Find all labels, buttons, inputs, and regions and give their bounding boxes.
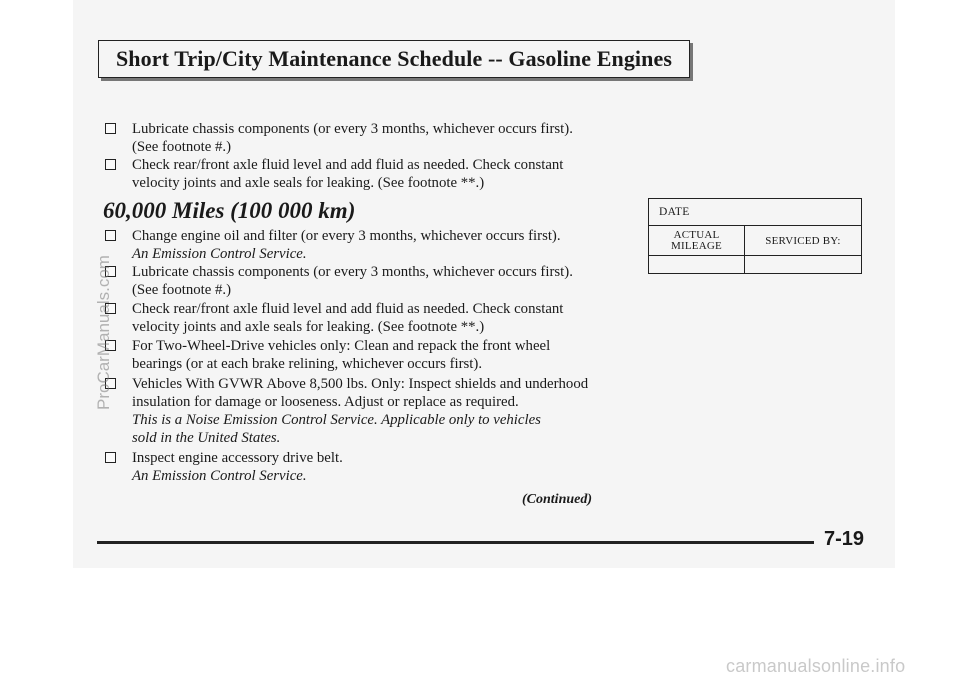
service-record-table <box>648 198 862 274</box>
actual-mileage-header: ACTUAL MILEAGE <box>649 226 745 255</box>
continued-note: (Continued) <box>522 492 593 507</box>
checkbox[interactable] <box>105 452 116 463</box>
section-heading: 60,000 Miles (100 000 km) <box>103 198 356 223</box>
schedule-title-box <box>98 40 690 78</box>
footer-rule <box>97 541 814 544</box>
serviced-by-header: SERVICED BY: <box>765 234 841 247</box>
mileage-entry-cell[interactable] <box>649 256 745 273</box>
checkbox[interactable] <box>105 159 116 170</box>
date-label: DATE <box>659 206 690 218</box>
checkbox[interactable] <box>105 230 116 241</box>
date-row[interactable] <box>649 199 861 226</box>
checkbox[interactable] <box>105 123 116 134</box>
page-number: 7-19 <box>824 528 865 550</box>
header-row <box>649 226 861 256</box>
side-watermark: ProCarManuals.com <box>94 255 113 410</box>
page-title: Short Trip/City Maintenance Schedule -- Gasoline Engines <box>115 46 673 71</box>
footer-watermark: carmanualsonline.info <box>726 656 906 676</box>
